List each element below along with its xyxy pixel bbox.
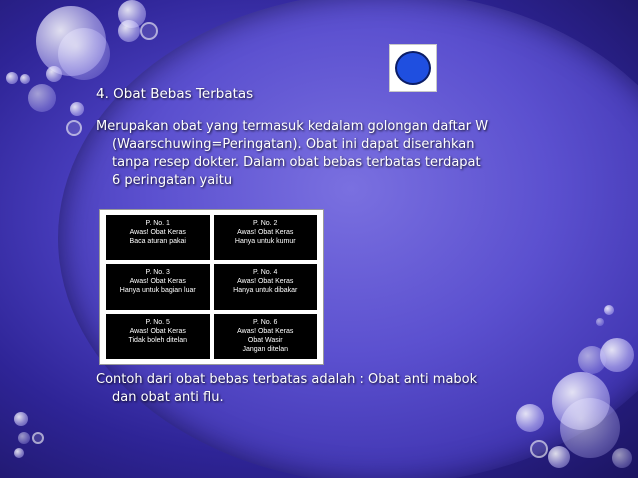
warning-title: Awas! Obat Keras — [237, 278, 294, 286]
warning-number: P. No. 3 — [145, 269, 170, 277]
warning-number: P. No. 2 — [253, 220, 278, 227]
bubble-decoration — [530, 440, 548, 458]
warning-cell-6 — [214, 314, 318, 359]
warning-title: Awas! Obat Keras — [237, 327, 294, 335]
warning-cell-3 — [106, 264, 210, 309]
warning-title: Awas! Obat Keras — [237, 229, 294, 236]
warning-labels-table — [99, 209, 324, 365]
warning-number: P. No. 1 — [145, 220, 170, 227]
bubble-decoration — [140, 22, 158, 40]
bubble-decoration — [560, 398, 620, 458]
paragraph-line: tanpa resep dokter. Dalam obat bebas terbatas terdapat — [112, 155, 481, 170]
bubble-decoration — [70, 102, 84, 116]
example-line: dan obat anti flu. — [112, 390, 224, 405]
warning-text: Hanya untuk bagian luar — [119, 287, 196, 295]
bubble-decoration — [14, 412, 28, 426]
warning-text: Tidak boleh ditelan — [128, 336, 187, 344]
example-line: Contoh dari obat bebas terbatas adalah : Obat anti mabok — [96, 372, 478, 387]
example-paragraph — [96, 371, 556, 407]
warning-text: Hanya untuk kumur — [234, 238, 296, 245]
bubble-decoration — [32, 432, 44, 444]
warning-text: Obat Wasir — [247, 336, 283, 344]
warning-text: Hanya untuk dibakar — [233, 287, 298, 295]
warning-number: P. No. 4 — [253, 269, 278, 277]
warning-number: P. No. 5 — [145, 318, 170, 326]
bubble-decoration — [20, 74, 30, 84]
bubble-decoration — [596, 318, 604, 326]
warning-title: Awas! Obat Keras — [129, 327, 186, 335]
bubble-decoration — [578, 346, 606, 374]
blue-circle-logo — [389, 44, 437, 92]
section-heading: 4. Obat Bebas Terbatas — [96, 86, 254, 102]
warning-cell-4 — [214, 264, 318, 309]
paragraph-line: (Waarschuwing=Peringatan). Obat ini dapat diserahkan — [112, 137, 475, 152]
bubble-decoration — [58, 28, 110, 80]
paragraph-line: Merupakan obat yang termasuk kedalam golongan daftar W — [96, 119, 489, 134]
warning-title: Awas! Obat Keras — [129, 278, 186, 286]
warning-cell-2 — [214, 215, 318, 260]
description-paragraph — [96, 118, 558, 190]
bubble-decoration — [14, 448, 24, 458]
bubble-decoration — [604, 305, 614, 315]
bubble-decoration — [516, 404, 544, 432]
bubble-decoration — [118, 20, 140, 42]
blue-circle-icon — [395, 51, 431, 85]
bubble-decoration — [28, 84, 56, 112]
warning-number: P. No. 6 — [253, 318, 278, 326]
warning-cell-5 — [106, 314, 210, 359]
bubble-decoration — [6, 72, 18, 84]
bubble-decoration — [612, 448, 632, 468]
bubble-decoration — [46, 66, 62, 82]
bubble-decoration — [18, 432, 30, 444]
paragraph-line: 6 peringatan yaitu — [112, 173, 233, 188]
warning-cell-1 — [106, 215, 210, 260]
bubble-decoration — [548, 446, 570, 468]
warning-text: Jangan ditelan — [242, 345, 289, 353]
warning-title: Awas! Obat Keras — [129, 229, 186, 236]
bubble-decoration — [66, 120, 82, 136]
warning-text: Baca aturan pakai — [129, 238, 186, 245]
